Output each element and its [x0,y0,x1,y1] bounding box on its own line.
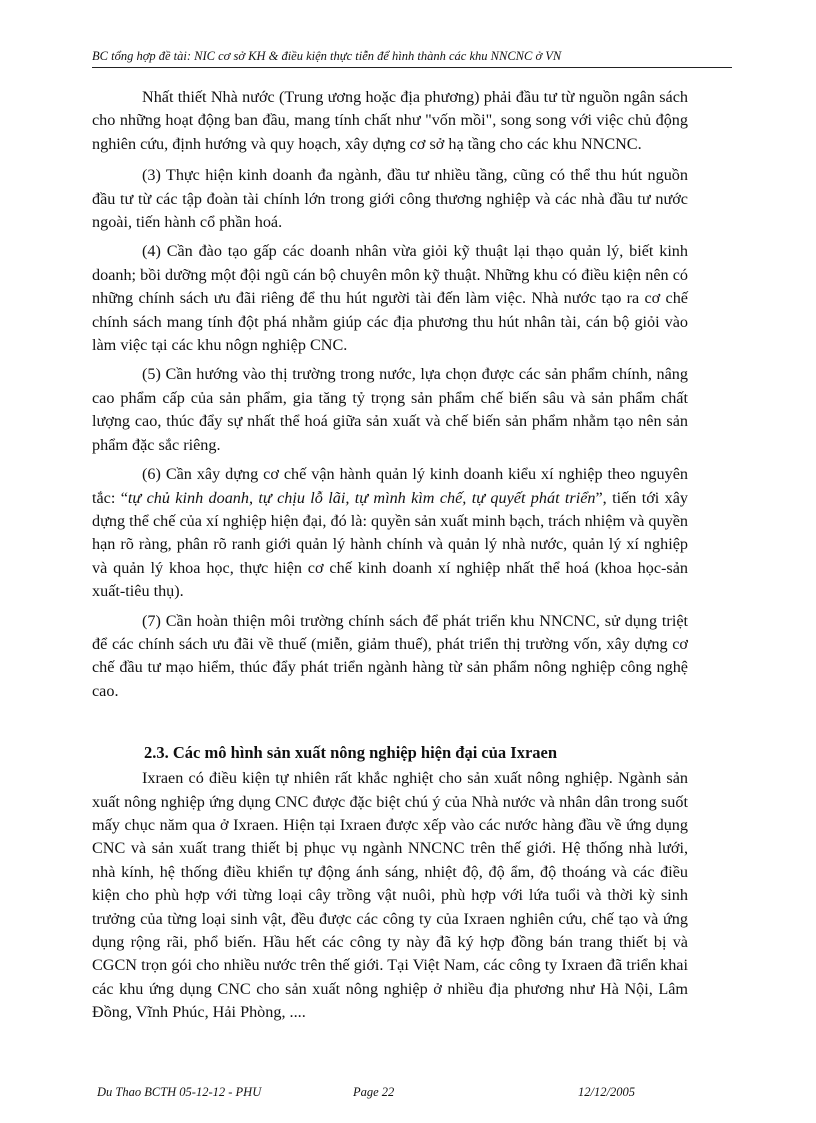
paragraph-7: (7) Cần hoàn thiện môi trường chính sách để phát triển khu NNCNC, sử dụng triệt để các chính sách ưu đãi về thuế (miễn, giảm thuế), phát triển thị trường vốn, xây dựng cơ chế đầu tư mạo hiểm, thúc đẩy phát triển ngành hàng từ sản phẩm nông nghiệp công nghệ cao. [92,611,688,700]
paragraph-3: (3) Thực hiện kinh doanh đa ngành, đầu tư nhiều tầng, cũng có thể thu hút nguồn đầu tư từ các tập đoàn tài chính lớn trong giới công thương nghiệp và các nhà đầu tư nước ngoài, tiến hành cổ phần hoá. [92,166,688,232]
section-heading: 2.3. Các mô hình sản xuất nông nghiệp hiện đại của Ixraen [144,743,558,763]
running-header: BC tổng hợp đề tài: NIC cơ sở KH & điều kiện thực tiễn để hình thành các khu NNCNC ở VN [92,49,732,68]
paragraph-6-rest: ”, tiến tới xây dựng thể chế của xí nghiệp hiện đại, đó là: quyền sản xuất minh bạch, trách nhiệm và quyền hạn rõ ràng, phân rõ ranh giới quản lý hành chính và quản lý nhà nước, quản lý xí nghiệp và quản lý khoa học, thực hiện cơ chế kinh doanh xí nghiệp nhất thể hoá (khoa học-sản xuất-tiêu thụ). [92,488,688,601]
paragraph-5: (5) Cần hướng vào thị trường trong nước, lựa chọn được các sản phẩm chính, nâng cao phẩm cấp của sản phẩm, gia tăng tỷ trọng sản phẩm chế biến sâu và sản phẩm chất lượng cao, thúc đẩy sự nhất thể hoá giữa sản xuất và chế biến sản phẩm nhằm tạo nên sản phẩm đặc sắc riêng. [92,365,688,454]
section-body: Ixraen có điều kiện tự nhiên rất khắc nghiệt cho sản xuất nông nghiệp. Ngành sản xuất nông nghiệp ứng dụng CNC được đặc biệt chú ý của Nhà nước và nhân dân trong suốt mấy chục năm qua ở Ixraen. Hiện tại Ixraen được xếp vào các nước hàng đầu về ứng dụng CNC và sản xuất trang thiết bị phục vụ ngành NNCNC trên thế giới. Hệ thống nhà lưới, nhà kính, hệ thống điều khiển tự động ánh sáng, nhiệt độ, độ ẩm, độ thoáng và các điều kiện cho phù hợp với từng loại cây trồng vật nuôi, phù hợp với lứa tuổi và thời kỳ sinh trưởng của từng loại sinh vật, đều được các công ty của Ixraen nghiên cứu, chế tạo và ứng dụng rộng rãi, phổ biến. Hầu hết các công ty này đã ký hợp đồng bán trang thiết bị và CGCN trọn gói cho nhiều nước trên thế giới. Tại Việt Nam, các công ty Ixraen đã triển khai các khu ứng dụng CNC cho sản xuất nông nghiệp ở nhiều địa phương như Hà Nội, Lâm Đồng, Vĩnh Phúc, Hải Phòng, .... [92,769,688,1022]
paragraph-6 [92,463,688,603]
document-body [92,86,688,1031]
footer-page-number: Page 22 [353,1085,395,1099]
footer-date: 12/12/2005 [578,1085,635,1099]
paragraph-4: (4) Cần đào tạo gấp các doanh nhân vừa giỏi kỹ thuật lại thạo quản lý, biết kinh doanh; bồi dưỡng một đội ngũ cán bộ chuyên môn kỹ thuật. Những khu có điều kiện nên có những chính sách ưu đãi riêng để thu hút người tài đến làm việc. Nhà nước tạo ra cơ chế chính sách mang tính đột phá nhằm giúp các địa phương thu hút nhân tài, cán bộ giỏi vào làm việc tại các khu nôgn nghiệp CNC. [92,242,688,355]
paragraph-intro: Nhất thiết Nhà nước (Trung ương hoặc địa phương) phải đầu tư từ nguồn ngân sách cho những hoạt động ban đầu, mang tính chất như "vốn mồi", song song với việc chủ động nghiên cứu, định hướng và quy hoạch, xây dựng cơ sở hạ tầng cho các khu NNCNC. [92,88,688,153]
paragraph-6-principle: tự chủ kinh doanh, tự chịu lỗ lãi, tự mình kìm chế, tự quyết phát triển [127,488,596,507]
footer-draft-id: Du Thao BCTH 05-12-12 - PHU [97,1085,262,1099]
paragraph-6-lead: (6) Cần xây dựng cơ chế vận hành quản lý kinh doanh kiểu xí nghiệp theo nguyên tắc: “ [92,465,688,507]
